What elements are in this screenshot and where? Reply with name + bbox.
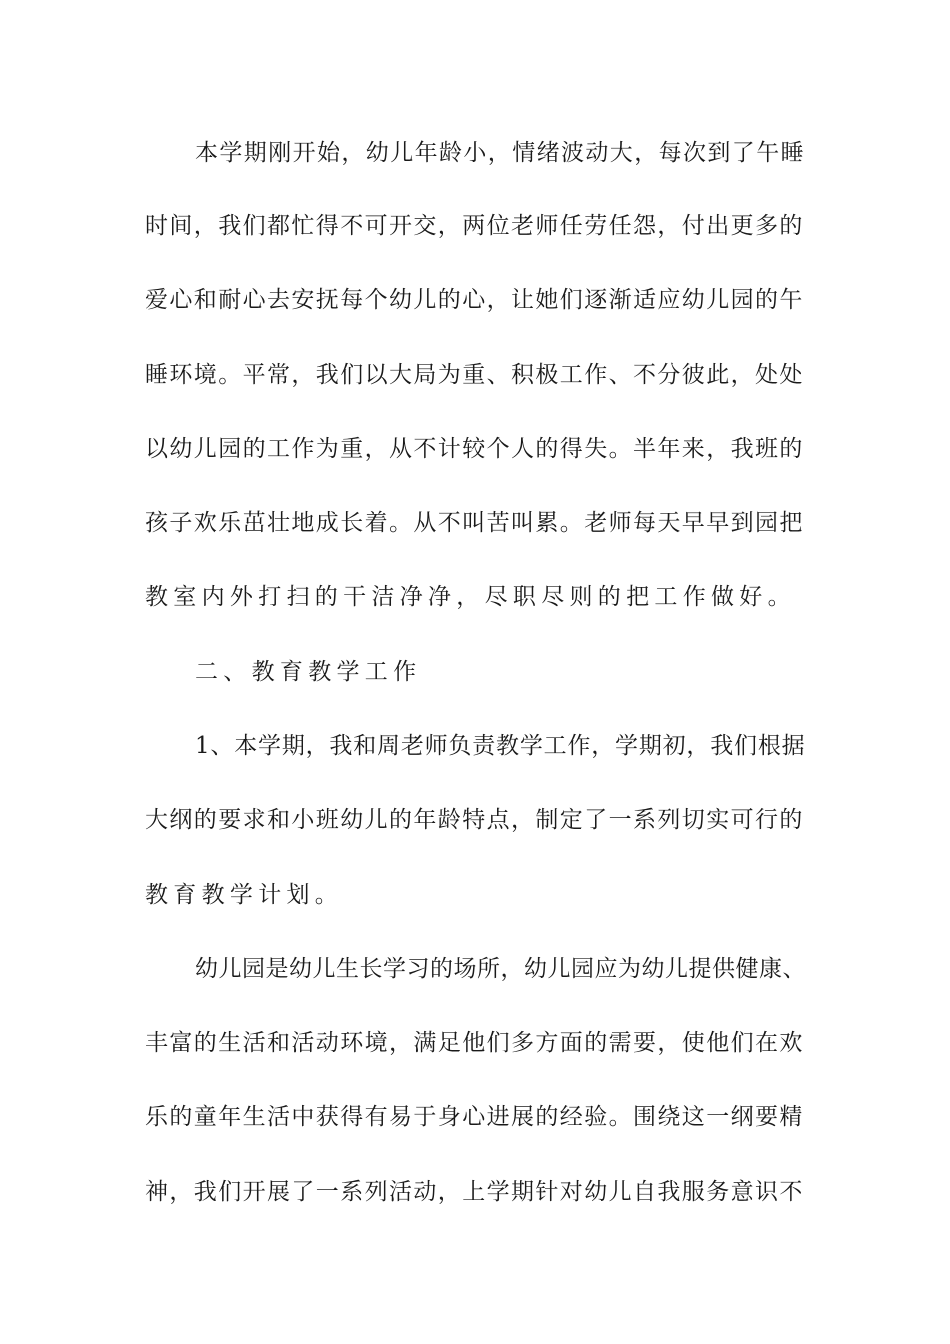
paragraph-line: 幼儿园是幼儿生长学习的场所，幼儿园应为幼儿提供健康、 — [195, 956, 806, 982]
paragraph-line: 教室内外打扫的干洁净净，尽职尽则的把工作做好。 — [145, 584, 796, 610]
paragraph-line: 爱心和耐心去安抚每个幼儿的心，让她们逐渐适应幼儿园的午 — [145, 287, 804, 313]
paragraph-line: 本学期刚开始，幼儿年龄小，情绪波动大，每次到了午睡 — [195, 140, 805, 166]
paragraph-line: 乐的童年生活中获得有易于身心进展的经验。围绕这一纲要精 — [145, 1104, 804, 1130]
paragraph-line: 丰富的生活和活动环境，满足他们多方面的需要，使他们在欢 — [145, 1030, 804, 1056]
section-heading: 二、教育教学工作 — [195, 659, 422, 685]
paragraph-line: 孩子欢乐茁壮地成长着。从不叫苦叫累。老师每天早早到园把 — [145, 510, 804, 536]
paragraph-line: 以幼儿园的工作为重，从不计较个人的得失。半年来，我班的 — [145, 436, 804, 462]
paragraph-line: 教育教学计划。 — [145, 882, 344, 908]
paragraph-line: 大纲的要求和小班幼儿的年龄特点，制定了一系列切实可行的 — [145, 807, 804, 833]
paragraph-line: 睡环境。平常，我们以大局为重、积极工作、不分彼此，处处 — [145, 362, 804, 388]
paragraph-line: 1、本学期，我和周老师负责教学工作，学期初，我们根据 — [195, 733, 806, 759]
paragraph-line: 神，我们开展了一系列活动，上学期针对幼儿自我服务意识不 — [145, 1179, 804, 1205]
paragraph-line: 时间，我们都忙得不可开交，两位老师任劳任怨，付出更多的 — [145, 213, 804, 239]
